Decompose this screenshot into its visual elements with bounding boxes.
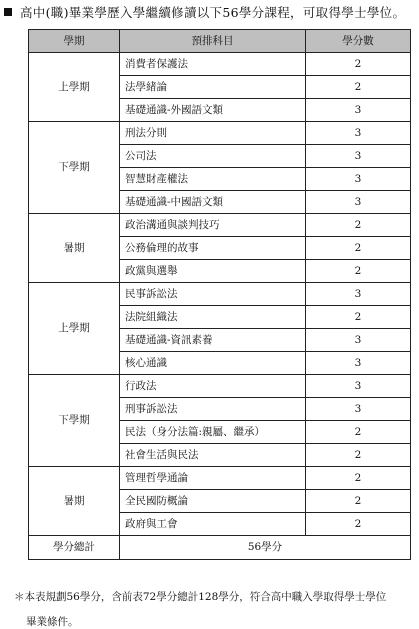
footnote-line-1: ＊本表規劃56學分，含前表72學分總計128學分，符合高中職入學取得學士學位: [14, 591, 387, 603]
course-name-cell: 刑法分則: [120, 122, 306, 145]
course-name-cell: 核心通識: [120, 352, 306, 375]
table-header-row: [29, 30, 411, 53]
credits-cell: 3: [306, 191, 411, 214]
credits-cell: 2: [306, 214, 411, 237]
semester-cell: 暑期: [29, 214, 120, 283]
table-row: [29, 283, 411, 306]
course-name-cell: 行政法: [120, 375, 306, 398]
course-name-cell: 公司法: [120, 145, 306, 168]
credits-cell: 2: [306, 237, 411, 260]
course-table: [28, 29, 411, 560]
total-value: 56學分: [120, 536, 411, 560]
course-name-cell: 法學緒論: [120, 76, 306, 99]
credits-cell: 2: [306, 444, 411, 467]
credits-cell: 3: [306, 375, 411, 398]
credits-cell: 3: [306, 283, 411, 306]
credits-cell: 3: [306, 329, 411, 352]
header-semester: 學期: [29, 30, 120, 53]
credits-cell: 2: [306, 421, 411, 444]
credits-cell: 2: [306, 306, 411, 329]
square-bullet-icon: [4, 8, 12, 16]
table-row: [29, 467, 411, 490]
course-name-cell: 民法（身分法篇:親屬、繼承）: [120, 421, 306, 444]
table-row: [29, 214, 411, 237]
course-name-cell: 基礎通識-資訊素養: [120, 329, 306, 352]
semester-cell: 上學期: [29, 53, 120, 122]
semester-cell: 暑期: [29, 467, 120, 536]
course-name-cell: 民事訴訟法: [120, 283, 306, 306]
course-name-cell: 智慧財產權法: [120, 168, 306, 191]
footnote: [14, 590, 414, 629]
total-row: [29, 536, 411, 560]
credits-cell: 2: [306, 467, 411, 490]
credits-cell: 3: [306, 168, 411, 191]
header-course: 預排科目: [120, 30, 306, 53]
table-row: [29, 53, 411, 76]
credits-cell: 3: [306, 122, 411, 145]
semester-cell: 下學期: [29, 375, 120, 467]
course-name-cell: 消費者保護法: [120, 53, 306, 76]
credits-cell: 2: [306, 513, 411, 536]
course-name-cell: 基礎通識-外國語文類: [120, 99, 306, 122]
heading-text: 高中(職)畢業學歷入學繼續修讀以下56學分課程，可取得學士學位。: [20, 5, 406, 20]
header-credits: 學分數: [306, 30, 411, 53]
credits-cell: 3: [306, 145, 411, 168]
course-name-cell: 管理哲學通論: [120, 467, 306, 490]
credits-cell: 2: [306, 490, 411, 513]
credits-cell: 3: [306, 398, 411, 421]
table-body: [29, 53, 411, 536]
credits-cell: 3: [306, 99, 411, 122]
total-label: 學分總計: [29, 536, 120, 560]
table-row: [29, 375, 411, 398]
course-name-cell: 公務倫理的故事: [120, 237, 306, 260]
course-name-cell: 刑事訴訟法: [120, 398, 306, 421]
course-name-cell: 法院組織法: [120, 306, 306, 329]
course-name-cell: 社會生活與民法: [120, 444, 306, 467]
course-name-cell: 政黨與選舉: [120, 260, 306, 283]
credits-cell: 3: [306, 352, 411, 375]
table-row: [29, 122, 411, 145]
course-name-cell: 基礎通識-中國語文類: [120, 191, 306, 214]
semester-cell: 下學期: [29, 122, 120, 214]
course-name-cell: 政治溝通與談判技巧: [120, 214, 306, 237]
course-name-cell: 政府與工會: [120, 513, 306, 536]
credits-cell: 2: [306, 76, 411, 99]
document-heading: [4, 4, 416, 22]
course-name-cell: 全民國防概論: [120, 490, 306, 513]
semester-cell: 上學期: [29, 283, 120, 375]
credits-cell: 2: [306, 53, 411, 76]
footnote-line-2: 畢業條件。: [26, 616, 79, 628]
credits-cell: 2: [306, 260, 411, 283]
